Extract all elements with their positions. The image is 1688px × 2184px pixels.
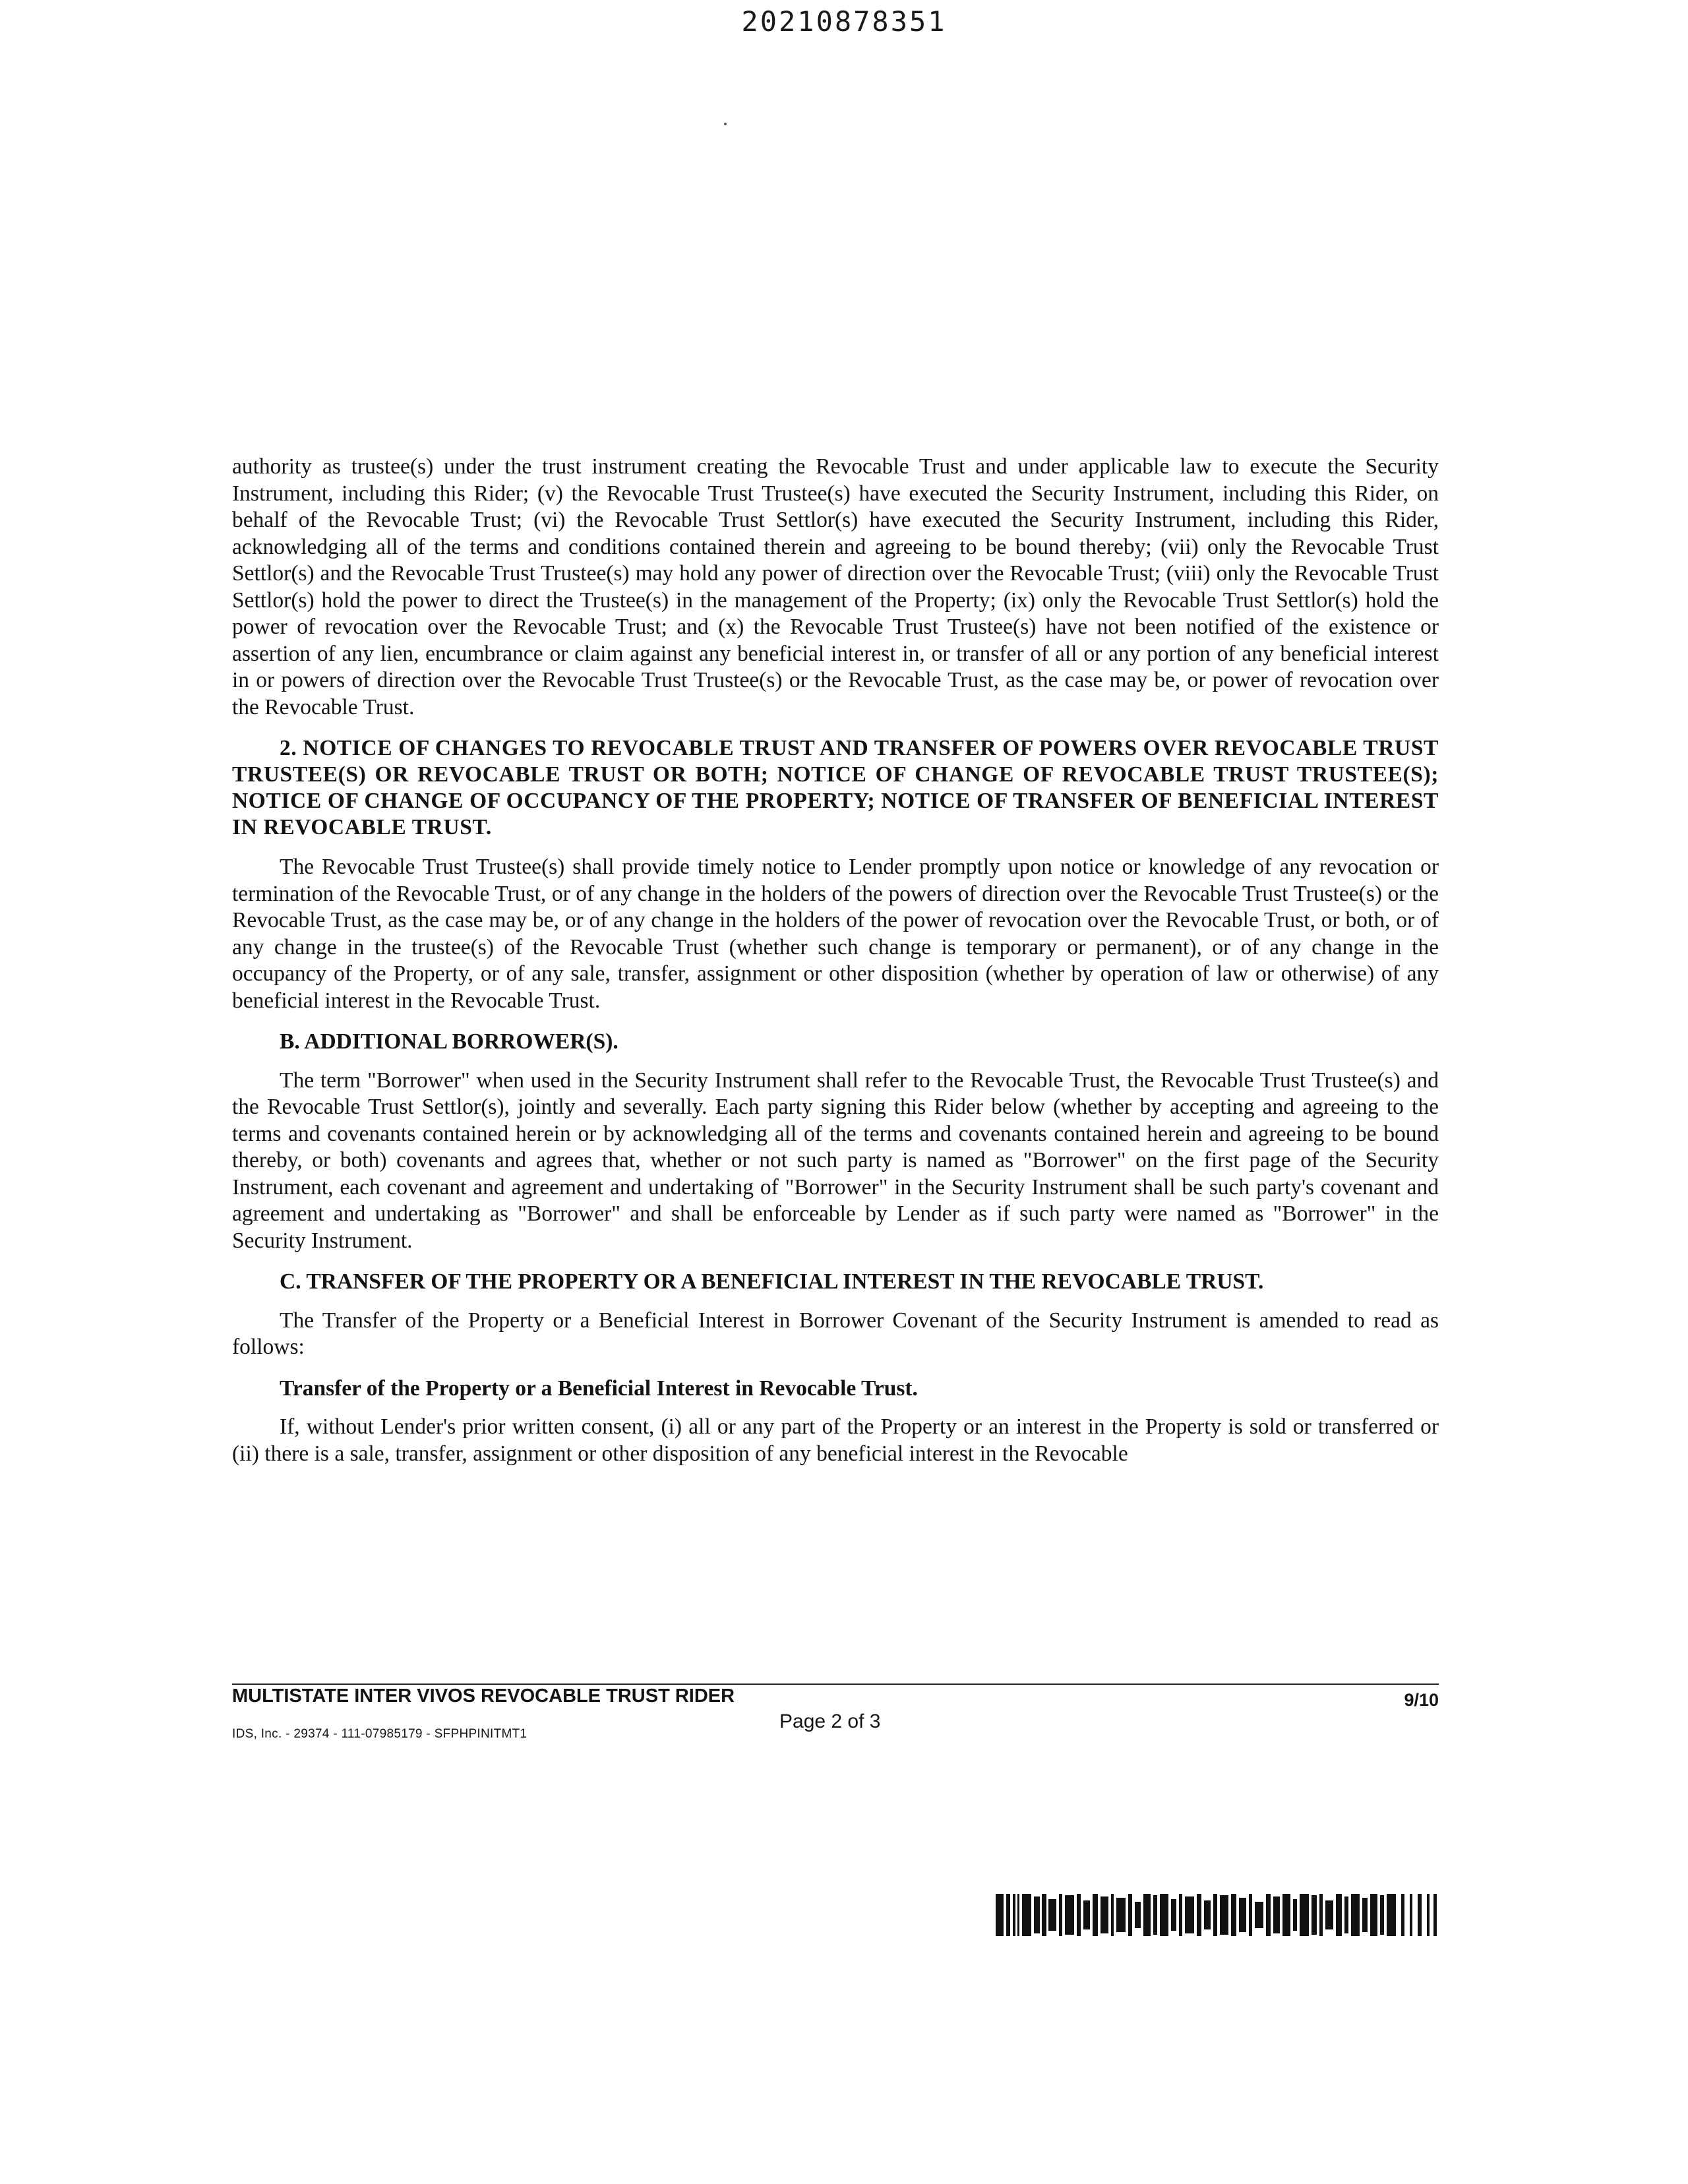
transfer-subheading: Transfer of the Property or a Beneficial Interest in Revocable Trust. <box>280 1376 918 1401</box>
continued-paragraph: authority as trustee(s) under the trust instrument creating the Revocable Trust and under applicable law to execute the Security Instrument, including this Rider; (v) the Revocable Trust Trustee(s) have executed the Security Instrument, including this Rider, on behalf of the Revocable Trust; (vi) the Revocable Trust Settlor(s) have executed the Security Instrument, including this Rider, acknowledging all of the terms and conditions contained therein and agreeing to be bound thereby; (vii) only the Revocable Trust Settlor(s) and the Revocable Trust Trustee(s) may hold any power of direction over the Revocable Trust; (viii) only the Revocable Trust Settlor(s) hold the power to direct the Trustee(s) in the management of the Property; (ix) only the Revocable Trust Settlor(s) hold the power of revocation over the Revocable Trust; and (x) the Revocable Trust Trustee(s) have not been notified of the existence or assertion of any lien, encumbrance or claim against any beneficial interest in, or transfer of all or any portion of any beneficial interest in or powers of direction over the Revocable Trust Trustee(s) or the Revocable Trust, as the case may be, or power of revocation over the Revocable Trust. <box>232 454 1439 719</box>
recording-number: 20210878351 <box>741 5 947 38</box>
section-b-paragraph: The term "Borrower" when used in the Security Instrument shall refer to the Revocable Trust, the Revocable Trust Trustee(s) and the Revocable Trust Settlor(s), jointly and severally. Each party signing this Rider below (whether by accepting and agreeing to the terms and covenants contained herein or by acknowledging all of the terms and covenants contained herein and agreeing to be bound thereby, or both) covenants and agrees that, whether or not such party is named as "Borrower" on the first page of the Security Instrument, each covenant and agreement and undertaking of "Borrower" in the Security Instrument shall be such party's covenant and agreement and undertaking as "Borrower" and shall be enforceable by Lender as if such party were named as "Borrower" in the Security Instrument. <box>232 1068 1439 1253</box>
transfer-paragraph: If, without Lender's prior written consent, (i) all or any part of the Property or an interest in the Property is sold or transferred or (ii) there is a sale, transfer, assignment or other disposition of any beneficial interest in the Revocable <box>232 1414 1439 1466</box>
page-number: Page 2 of 3 <box>779 1711 881 1732</box>
scan-speck <box>724 123 727 125</box>
section-2-heading: 2. NOTICE OF CHANGES TO REVOCABLE TRUST AND TRANSFER OF POWERS OVER REVOCABLE TRUST TRUSTEE(S) OR REVOCABLE TRUST OR BOTH; NOTICE OF CHANGE OF REVOCABLE TRUST TRUSTEE(S); NOTICE OF CHANGE OF OCCUPANCY OF THE PROPERTY; NOTICE OF TRANSFER OF BENEFICIAL INTEREST IN REVOCABLE TRUST. <box>232 736 1439 839</box>
vendor-code: IDS, Inc. - 29374 - 111-07985179 - SFPHPINITMT1 <box>232 1727 528 1741</box>
section-b-heading: B. ADDITIONAL BORROWER(S). <box>280 1029 618 1054</box>
form-revision: 9/10 <box>1404 1690 1439 1710</box>
section-c-paragraph: The Transfer of the Property or a Beneficial Interest in Borrower Covenant of the Security Instrument is amended to read as follows: <box>232 1308 1439 1359</box>
footer-divider <box>232 1684 1439 1685</box>
section-c-heading: C. TRANSFER OF THE PROPERTY OR A BENEFICIAL INTEREST IN THE REVOCABLE TRUST. <box>280 1269 1264 1294</box>
form-title: MULTISTATE INTER VIVOS REVOCABLE TRUST RIDER <box>232 1685 735 1707</box>
barcode-image <box>996 1894 1437 1936</box>
rider-body <box>232 454 1439 1467</box>
section-2-paragraph: The Revocable Trust Trustee(s) shall provide timely notice to Lender promptly upon notice or knowledge of any revocation or termination of the Revocable Trust, or of any change in the holders of the powers of direction over the Revocable Trust Trustee(s) or the Revocable Trust, as the case may be, or of any change in the holders of the power of revocation over the Revocable Trust, or both, or of any change in the trustee(s) of the Revocable Trust (whether such change is temporary or permanent), or of any change in the occupancy of the Property, or of any sale, transfer, assignment or other disposition (whether by operation of law or otherwise) of any beneficial interest in the Revocable Trust. <box>232 855 1439 1013</box>
